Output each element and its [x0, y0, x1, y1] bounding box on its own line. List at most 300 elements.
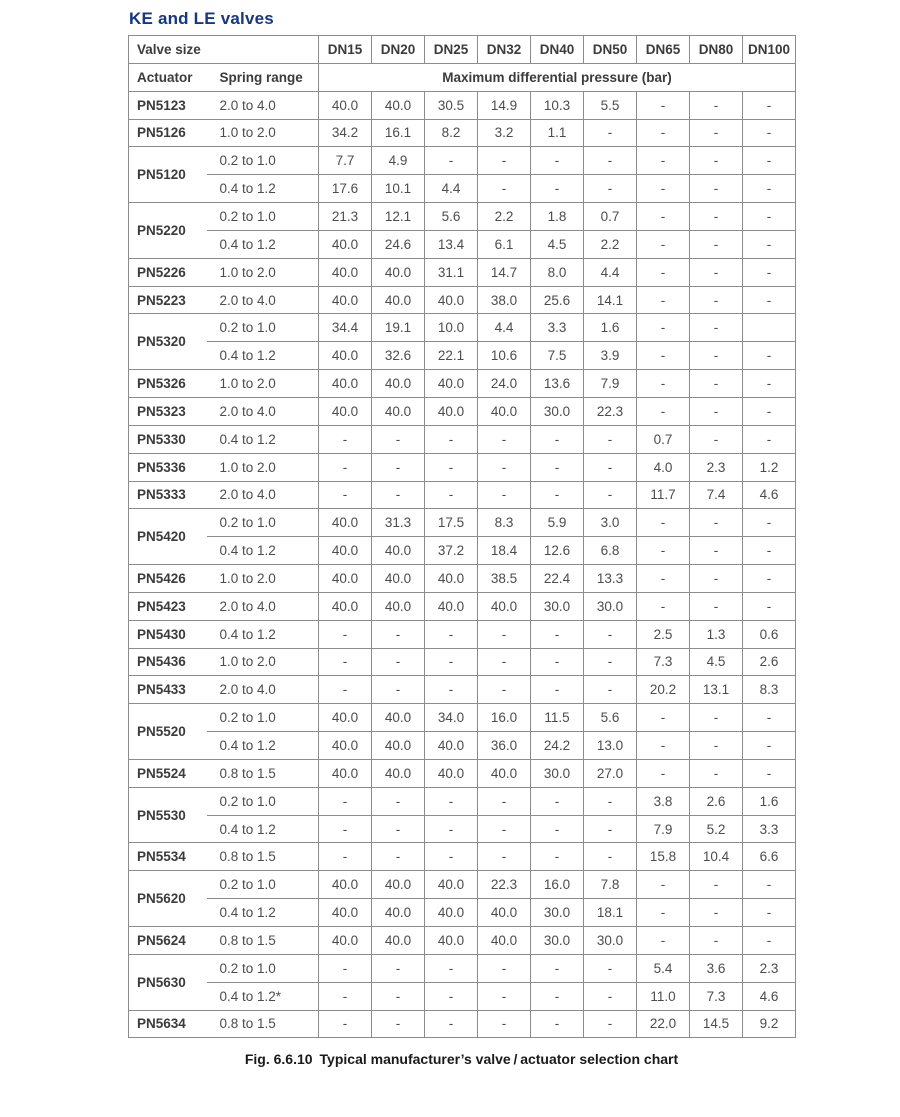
- actuator-cell: PN5323: [129, 397, 207, 425]
- pressure-cell: -: [690, 314, 743, 342]
- pressure-cell: 40.0: [319, 370, 372, 398]
- actuator-cell: PN5336: [129, 453, 207, 481]
- pressure-cell: 24.6: [372, 230, 425, 258]
- pressure-cell: 40.0: [319, 759, 372, 787]
- table-row: [129, 481, 796, 509]
- pressure-cell: 40.0: [372, 258, 425, 286]
- pressure-cell: 34.0: [425, 704, 478, 732]
- actuator-cell: PN5433: [129, 676, 207, 704]
- pressure-cell: -: [690, 175, 743, 203]
- pressure-cell: 40.0: [478, 592, 531, 620]
- pressure-cell: -: [743, 397, 796, 425]
- pressure-cell: 4.5: [690, 648, 743, 676]
- actuator-cell: PN5420: [129, 509, 207, 565]
- pressure-cell: -: [743, 203, 796, 231]
- pressure-cell: -: [637, 342, 690, 370]
- actuator-cell: PN5524: [129, 759, 207, 787]
- pressure-cell: 2.6: [690, 787, 743, 815]
- pressure-cell: -: [425, 1010, 478, 1038]
- pressure-cell: 34.4: [319, 314, 372, 342]
- spring-range-cell: 1.0 to 2.0: [207, 648, 319, 676]
- pressure-cell: -: [425, 815, 478, 843]
- pressure-cell: 24.2: [531, 732, 584, 760]
- pressure-cell: 3.2: [478, 119, 531, 147]
- pressure-cell: 1.2: [743, 453, 796, 481]
- pressure-cell: -: [743, 899, 796, 927]
- figure-number: Fig. 6.6.10: [244, 1051, 313, 1068]
- pressure-cell: 5.6: [584, 704, 637, 732]
- actuator-cell: PN5624: [129, 927, 207, 955]
- spring-range-cell: 0.4 to 1.2: [207, 620, 319, 648]
- pressure-cell: -: [425, 481, 478, 509]
- pressure-cell: 30.0: [531, 759, 584, 787]
- pressure-cell: 10.0: [425, 314, 478, 342]
- pressure-cell: -: [372, 676, 425, 704]
- table-row: [129, 954, 796, 982]
- pressure-cell: [743, 314, 796, 342]
- pressure-cell: -: [531, 147, 584, 175]
- pressure-cell: -: [372, 815, 425, 843]
- pressure-cell: -: [690, 230, 743, 258]
- pressure-cell: 25.6: [531, 286, 584, 314]
- pressure-cell: 3.3: [531, 314, 584, 342]
- pressure-cell: -: [478, 982, 531, 1010]
- pressure-cell: -: [743, 370, 796, 398]
- pressure-cell: -: [372, 648, 425, 676]
- pressure-cell: -: [531, 620, 584, 648]
- table-row: [129, 648, 796, 676]
- pressure-cell: 4.6: [743, 982, 796, 1010]
- pressure-cell: -: [425, 147, 478, 175]
- pressure-cell: 40.0: [319, 704, 372, 732]
- pressure-cell: 7.3: [690, 982, 743, 1010]
- spring-range-header: Spring range: [207, 63, 319, 91]
- pressure-cell: -: [637, 119, 690, 147]
- pressure-cell: -: [531, 175, 584, 203]
- pressure-cell: -: [584, 787, 637, 815]
- actuator-cell: PN5223: [129, 286, 207, 314]
- pressure-cell: 0.7: [584, 203, 637, 231]
- pressure-cell: 5.9: [531, 509, 584, 537]
- pressure-cell: -: [425, 843, 478, 871]
- pressure-cell: -: [743, 592, 796, 620]
- pressure-cell: -: [637, 286, 690, 314]
- pressure-cell: -: [690, 258, 743, 286]
- pressure-cell: -: [319, 787, 372, 815]
- table-row: [129, 258, 796, 286]
- pressure-cell: 30.5: [425, 91, 478, 119]
- table-row: [129, 787, 796, 815]
- pressure-cell: -: [425, 425, 478, 453]
- pressure-cell: -: [690, 537, 743, 565]
- pressure-cell: 40.0: [372, 370, 425, 398]
- pressure-cell: 40.0: [425, 397, 478, 425]
- pressure-cell: -: [531, 815, 584, 843]
- table-row: [129, 676, 796, 704]
- pressure-cell: 4.0: [637, 453, 690, 481]
- table-row: [129, 732, 796, 760]
- spring-range-cell: 0.2 to 1.0: [207, 704, 319, 732]
- pressure-cell: -: [743, 91, 796, 119]
- table-row: [129, 147, 796, 175]
- spring-range-cell: 0.8 to 1.5: [207, 843, 319, 871]
- pressure-cell: -: [372, 453, 425, 481]
- pressure-cell: 38.0: [478, 286, 531, 314]
- actuator-cell: PN5320: [129, 314, 207, 370]
- actuator-cell: PN5326: [129, 370, 207, 398]
- spring-range-cell: 2.0 to 4.0: [207, 592, 319, 620]
- column-header-dn40: DN40: [531, 36, 584, 64]
- pressure-cell: -: [531, 1010, 584, 1038]
- spring-range-cell: 1.0 to 2.0: [207, 565, 319, 593]
- pressure-cell: -: [637, 565, 690, 593]
- actuator-cell: PN5330: [129, 425, 207, 453]
- pressure-cell: -: [743, 565, 796, 593]
- pressure-cell: 18.4: [478, 537, 531, 565]
- pressure-cell: -: [478, 147, 531, 175]
- pressure-cell: 30.0: [531, 899, 584, 927]
- pressure-cell: 40.0: [425, 286, 478, 314]
- pressure-cell: 40.0: [425, 565, 478, 593]
- pressure-cell: 17.6: [319, 175, 372, 203]
- pressure-cell: -: [372, 954, 425, 982]
- pressure-cell: -: [690, 592, 743, 620]
- pressure-cell: -: [584, 1010, 637, 1038]
- actuator-cell: PN5120: [129, 147, 207, 203]
- spring-range-cell: 1.0 to 2.0: [207, 258, 319, 286]
- actuator-cell: PN5630: [129, 954, 207, 1010]
- column-header-dn25: DN25: [425, 36, 478, 64]
- pressure-cell: -: [743, 509, 796, 537]
- pressure-cell: -: [690, 704, 743, 732]
- spring-range-cell: 0.2 to 1.0: [207, 871, 319, 899]
- pressure-cell: -: [425, 620, 478, 648]
- spring-range-cell: 0.8 to 1.5: [207, 927, 319, 955]
- table-row: [129, 286, 796, 314]
- pressure-cell: 40.0: [319, 565, 372, 593]
- pressure-cell: 15.8: [637, 843, 690, 871]
- pressure-cell: -: [584, 676, 637, 704]
- pressure-cell: 40.0: [319, 397, 372, 425]
- column-header-dn15: DN15: [319, 36, 372, 64]
- column-header-dn32: DN32: [478, 36, 531, 64]
- column-header-dn65: DN65: [637, 36, 690, 64]
- pressure-cell: 19.1: [372, 314, 425, 342]
- pressure-cell: 40.0: [319, 592, 372, 620]
- pressure-cell: 5.2: [690, 815, 743, 843]
- pressure-cell: 40.0: [372, 592, 425, 620]
- pressure-cell: -: [584, 954, 637, 982]
- pressure-cell: 22.3: [584, 397, 637, 425]
- pressure-cell: -: [584, 648, 637, 676]
- pressure-cell: -: [478, 175, 531, 203]
- pressure-cell: -: [372, 425, 425, 453]
- pressure-cell: 10.4: [690, 843, 743, 871]
- pressure-cell: 8.0: [531, 258, 584, 286]
- pressure-cell: 14.9: [478, 91, 531, 119]
- table-row: [129, 314, 796, 342]
- spring-range-cell: 1.0 to 2.0: [207, 370, 319, 398]
- pressure-cell: 1.3: [690, 620, 743, 648]
- pressure-cell: 5.5: [584, 91, 637, 119]
- pressure-cell: 4.6: [743, 481, 796, 509]
- pressure-cell: 31.1: [425, 258, 478, 286]
- table-row: [129, 592, 796, 620]
- pressure-cell: 7.7: [319, 147, 372, 175]
- pressure-cell: -: [690, 342, 743, 370]
- pressure-cell: -: [690, 759, 743, 787]
- table-row: [129, 759, 796, 787]
- table-header: [129, 36, 796, 92]
- pressure-cell: -: [372, 843, 425, 871]
- pressure-cell: 2.3: [690, 453, 743, 481]
- pressure-cell: 40.0: [425, 592, 478, 620]
- spring-range-cell: 2.0 to 4.0: [207, 286, 319, 314]
- table-row: [129, 119, 796, 147]
- pressure-cell: -: [584, 119, 637, 147]
- pressure-cell: -: [690, 565, 743, 593]
- pressure-cell: 10.6: [478, 342, 531, 370]
- actuator-cell: PN5333: [129, 481, 207, 509]
- actuator-cell: PN5534: [129, 843, 207, 871]
- pressure-cell: -: [637, 230, 690, 258]
- pressure-cell: -: [743, 175, 796, 203]
- pressure-cell: -: [690, 927, 743, 955]
- pressure-cell: -: [637, 258, 690, 286]
- pressure-cell: -: [690, 147, 743, 175]
- pressure-cell: -: [743, 537, 796, 565]
- pressure-cell: -: [584, 175, 637, 203]
- pressure-cell: 40.0: [319, 91, 372, 119]
- pressure-cell: 22.3: [478, 871, 531, 899]
- pressure-cell: -: [319, 843, 372, 871]
- pressure-cell: 40.0: [372, 704, 425, 732]
- spring-range-cell: 0.2 to 1.0: [207, 147, 319, 175]
- actuator-cell: PN5530: [129, 787, 207, 843]
- pressure-cell: 40.0: [319, 286, 372, 314]
- pressure-cell: -: [690, 425, 743, 453]
- pressure-cell: -: [690, 509, 743, 537]
- pressure-cell: -: [531, 425, 584, 453]
- pressure-cell: 10.1: [372, 175, 425, 203]
- pressure-cell: 40.0: [425, 899, 478, 927]
- pressure-cell: -: [531, 843, 584, 871]
- pressure-cell: 13.0: [584, 732, 637, 760]
- pressure-cell: -: [690, 286, 743, 314]
- pressure-cell: -: [743, 759, 796, 787]
- column-header-dn50: DN50: [584, 36, 637, 64]
- subheader-row: [129, 63, 796, 91]
- pressure-cell: 13.1: [690, 676, 743, 704]
- table-row: [129, 565, 796, 593]
- pressure-cell: 7.5: [531, 342, 584, 370]
- pressure-cell: 16.0: [478, 704, 531, 732]
- pressure-cell: 40.0: [319, 342, 372, 370]
- pressure-cell: -: [478, 787, 531, 815]
- table-row: [129, 203, 796, 231]
- pressure-cell: -: [637, 203, 690, 231]
- actuator-cell: PN5634: [129, 1010, 207, 1038]
- column-header-dn80: DN80: [690, 36, 743, 64]
- pressure-cell: 7.4: [690, 481, 743, 509]
- pressure-cell: 22.4: [531, 565, 584, 593]
- pressure-cell: 40.0: [319, 230, 372, 258]
- pressure-cell: 3.3: [743, 815, 796, 843]
- pressure-cell: 40.0: [478, 899, 531, 927]
- spring-range-cell: 0.4 to 1.2: [207, 425, 319, 453]
- table-row: [129, 899, 796, 927]
- pressure-cell: -: [743, 704, 796, 732]
- pressure-cell: 1.6: [584, 314, 637, 342]
- pressure-cell: 22.0: [637, 1010, 690, 1038]
- pressure-cell: -: [425, 676, 478, 704]
- spring-range-cell: 1.0 to 2.0: [207, 119, 319, 147]
- table-row: [129, 704, 796, 732]
- pressure-cell: -: [478, 648, 531, 676]
- spring-range-cell: 0.4 to 1.2: [207, 537, 319, 565]
- figure-caption: [128, 1051, 795, 1067]
- spring-range-cell: 0.4 to 1.2: [207, 342, 319, 370]
- spring-range-cell: 0.2 to 1.0: [207, 787, 319, 815]
- table-row: [129, 620, 796, 648]
- pressure-cell: 11.0: [637, 982, 690, 1010]
- pressure-cell: 34.2: [319, 119, 372, 147]
- pressure-cell: -: [637, 927, 690, 955]
- pressure-cell: 0.6: [743, 620, 796, 648]
- valve-size-header: Valve size: [129, 36, 319, 64]
- actuator-cell: PN5430: [129, 620, 207, 648]
- pressure-cell: -: [478, 425, 531, 453]
- pressure-cell: 9.2: [743, 1010, 796, 1038]
- pressure-cell: -: [531, 787, 584, 815]
- pressure-cell: 6.1: [478, 230, 531, 258]
- pressure-cell: 20.2: [637, 676, 690, 704]
- pressure-cell: 10.3: [531, 91, 584, 119]
- pressure-cell: 0.7: [637, 425, 690, 453]
- actuator-cell: PN5126: [129, 119, 207, 147]
- pressure-cell: -: [319, 648, 372, 676]
- actuator-header: Actuator: [129, 63, 207, 91]
- table-row: [129, 843, 796, 871]
- pressure-cell: -: [637, 732, 690, 760]
- table-row: [129, 230, 796, 258]
- pressure-cell: -: [637, 899, 690, 927]
- pressure-cell: -: [637, 759, 690, 787]
- spring-range-cell: 0.2 to 1.0: [207, 954, 319, 982]
- pressure-cell: -: [425, 982, 478, 1010]
- pressure-cell: 8.3: [743, 676, 796, 704]
- pressure-cell: -: [743, 342, 796, 370]
- pressure-cell: -: [478, 1010, 531, 1038]
- pressure-cell: -: [743, 732, 796, 760]
- table-row: [129, 982, 796, 1010]
- pressure-cell: -: [743, 258, 796, 286]
- pressure-cell: 32.6: [372, 342, 425, 370]
- pressure-cell: 12.1: [372, 203, 425, 231]
- pressure-cell: 2.3: [743, 954, 796, 982]
- pressure-cell: -: [319, 815, 372, 843]
- spring-range-cell: 2.0 to 4.0: [207, 676, 319, 704]
- pressure-cell: 40.0: [372, 899, 425, 927]
- pressure-cell: -: [478, 676, 531, 704]
- actuator-cell: PN5426: [129, 565, 207, 593]
- pressure-cell: -: [690, 91, 743, 119]
- pressure-cell: -: [690, 203, 743, 231]
- pressure-cell: -: [743, 425, 796, 453]
- pressure-cell: 7.9: [637, 815, 690, 843]
- table-row: [129, 342, 796, 370]
- pressure-cell: -: [478, 843, 531, 871]
- pressure-cell: -: [531, 481, 584, 509]
- pressure-cell: 4.9: [372, 147, 425, 175]
- pressure-cell: 16.1: [372, 119, 425, 147]
- pressure-cell: 2.2: [478, 203, 531, 231]
- pressure-cell: 30.0: [531, 397, 584, 425]
- pressure-cell: 40.0: [478, 927, 531, 955]
- pressure-cell: -: [743, 230, 796, 258]
- pressure-cell: -: [372, 620, 425, 648]
- pressure-cell: 4.5: [531, 230, 584, 258]
- pressure-cell: 40.0: [319, 258, 372, 286]
- spring-range-cell: 0.8 to 1.5: [207, 759, 319, 787]
- pressure-cell: -: [319, 982, 372, 1010]
- pressure-cell: 14.7: [478, 258, 531, 286]
- actuator-cell: PN5620: [129, 871, 207, 927]
- pressure-cell: 3.9: [584, 342, 637, 370]
- pressure-cell: 40.0: [425, 732, 478, 760]
- pressure-cell: 40.0: [372, 537, 425, 565]
- actuator-cell: PN5226: [129, 258, 207, 286]
- table-row: [129, 397, 796, 425]
- pressure-cell: 40.0: [372, 286, 425, 314]
- pressure-cell: -: [372, 787, 425, 815]
- pressure-cell: 30.0: [531, 592, 584, 620]
- pressure-cell: -: [319, 676, 372, 704]
- pressure-cell: -: [637, 592, 690, 620]
- table-row: [129, 91, 796, 119]
- pressure-cell: 30.0: [584, 927, 637, 955]
- pressure-cell: 31.3: [372, 509, 425, 537]
- actuator-cell: PN5423: [129, 592, 207, 620]
- actuator-cell: PN5436: [129, 648, 207, 676]
- pressure-cell: -: [743, 871, 796, 899]
- spring-range-cell: 0.2 to 1.0: [207, 203, 319, 231]
- pressure-cell: 17.5: [425, 509, 478, 537]
- pressure-cell: -: [531, 453, 584, 481]
- pressure-cell: 27.0: [584, 759, 637, 787]
- pressure-cell: -: [690, 119, 743, 147]
- pressure-cell: 5.6: [425, 203, 478, 231]
- pressure-cell: -: [584, 147, 637, 175]
- pressure-cell: -: [690, 732, 743, 760]
- table-row: [129, 815, 796, 843]
- pressure-cell: 40.0: [372, 759, 425, 787]
- pressure-cell: 6.6: [743, 843, 796, 871]
- pressure-cell: 37.2: [425, 537, 478, 565]
- pressure-cell: 40.0: [372, 871, 425, 899]
- spring-range-cell: 2.0 to 4.0: [207, 91, 319, 119]
- pressure-cell: -: [531, 954, 584, 982]
- pressure-cell: -: [478, 954, 531, 982]
- pressure-cell: -: [372, 982, 425, 1010]
- pressure-cell: -: [425, 648, 478, 676]
- pressure-cell: -: [531, 648, 584, 676]
- spring-range-cell: 2.0 to 4.0: [207, 481, 319, 509]
- pressure-cell: -: [690, 871, 743, 899]
- pressure-cell: 40.0: [372, 732, 425, 760]
- pressure-cell: 1.1: [531, 119, 584, 147]
- pressure-cell: 3.6: [690, 954, 743, 982]
